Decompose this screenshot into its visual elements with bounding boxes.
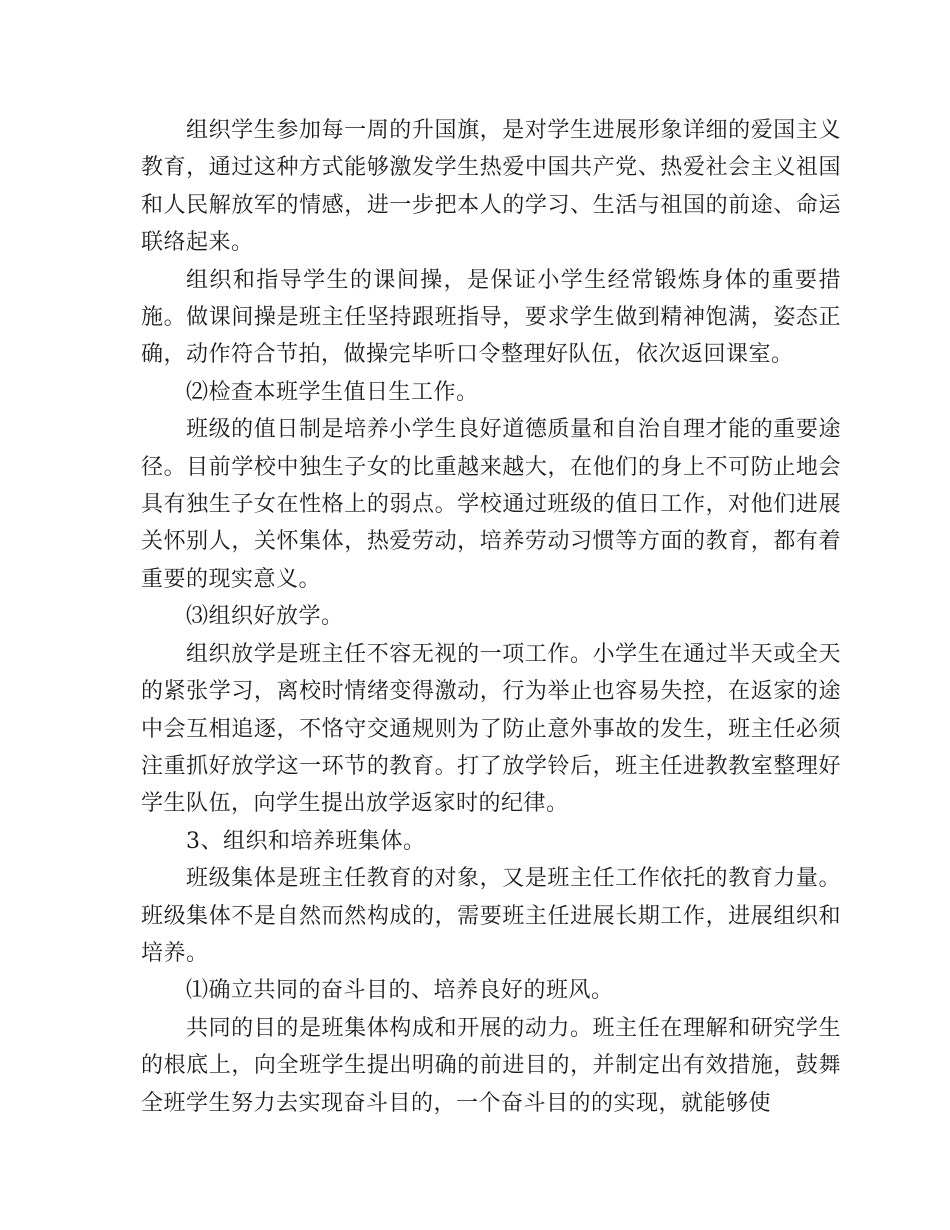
- paragraph-flag-raising: 组织学生参加每一周的升国旗，是对学生进展形象详细的爱国主义教育，通过这种方式能够激发学生热爱中国共产党、热爱社会主义祖国和人民解放军的情感，进一步把本人的学习、生活与祖国的前途、命运联络起来。: [141, 118, 841, 256]
- paragraph-dismissal: 组织放学是班主任不容无视的一项工作。小学生在通过半天或全天的紧张学习，离校时情绪变得激动，行为举止也容易失控，在返家的途中会互相追逐，不恪守交通规则为了防止意外事故的发生，班主任必须注重抓好放学这一环节的教育。打了放学铃后，班主任进教教室整理好学生队伍，向学生提出放学返家时的纪律。: [141, 641, 841, 817]
- heading-dismissal: ⑶组织好放学。: [186, 604, 344, 630]
- heading-common-goal: ⑴确立共同的奋斗目的、培养良好的班风。: [186, 978, 614, 1004]
- document-body: [141, 112, 841, 1122]
- paragraph-class-collective: 班级集体是班主任教育的对象，又是班主任工作依托的教育力量。班级集体不是自然而然构成的，需要班主任进展长期工作，进展组织和培养。: [141, 866, 841, 966]
- paragraph-exercise: 组织和指导学生的课间操，是保证小学生经常锻炼身体的重要措施。做课间操是班主任坚持跟班指导，要求学生做到精神饱满，姿态正确，动作符合节拍，做操完毕听口令整理好队伍，依次返回课室。: [141, 267, 841, 368]
- heading-class-collective: 3、组织和培养班集体。: [186, 828, 426, 854]
- heading-duty-check: ⑵检查本班学生值日生工作。: [186, 379, 479, 405]
- paragraph-duty-system: 班级的值日制是培养小学生良好道德质量和自治自理才能的重要途径。目前学校中独生子女的比重越来越大，在他们的身上不可防止地会具有独生子女在性格上的弱点。学校通过班级的值日工作，对他们进展关怀别人，关怀集体，热爱劳动，培养劳动习惯等方面的教育，都有着重要的现实意义。: [141, 417, 841, 592]
- paragraph-common-goal: 共同的目的是班集体构成和开展的动力。班主任在理解和研究学生的根底上，向全班学生提出明确的前进目的，并制定出有效措施，鼓舞全班学生努力去实现奋斗目的，一个奋斗目的的实现，就能够使: [141, 1015, 841, 1116]
